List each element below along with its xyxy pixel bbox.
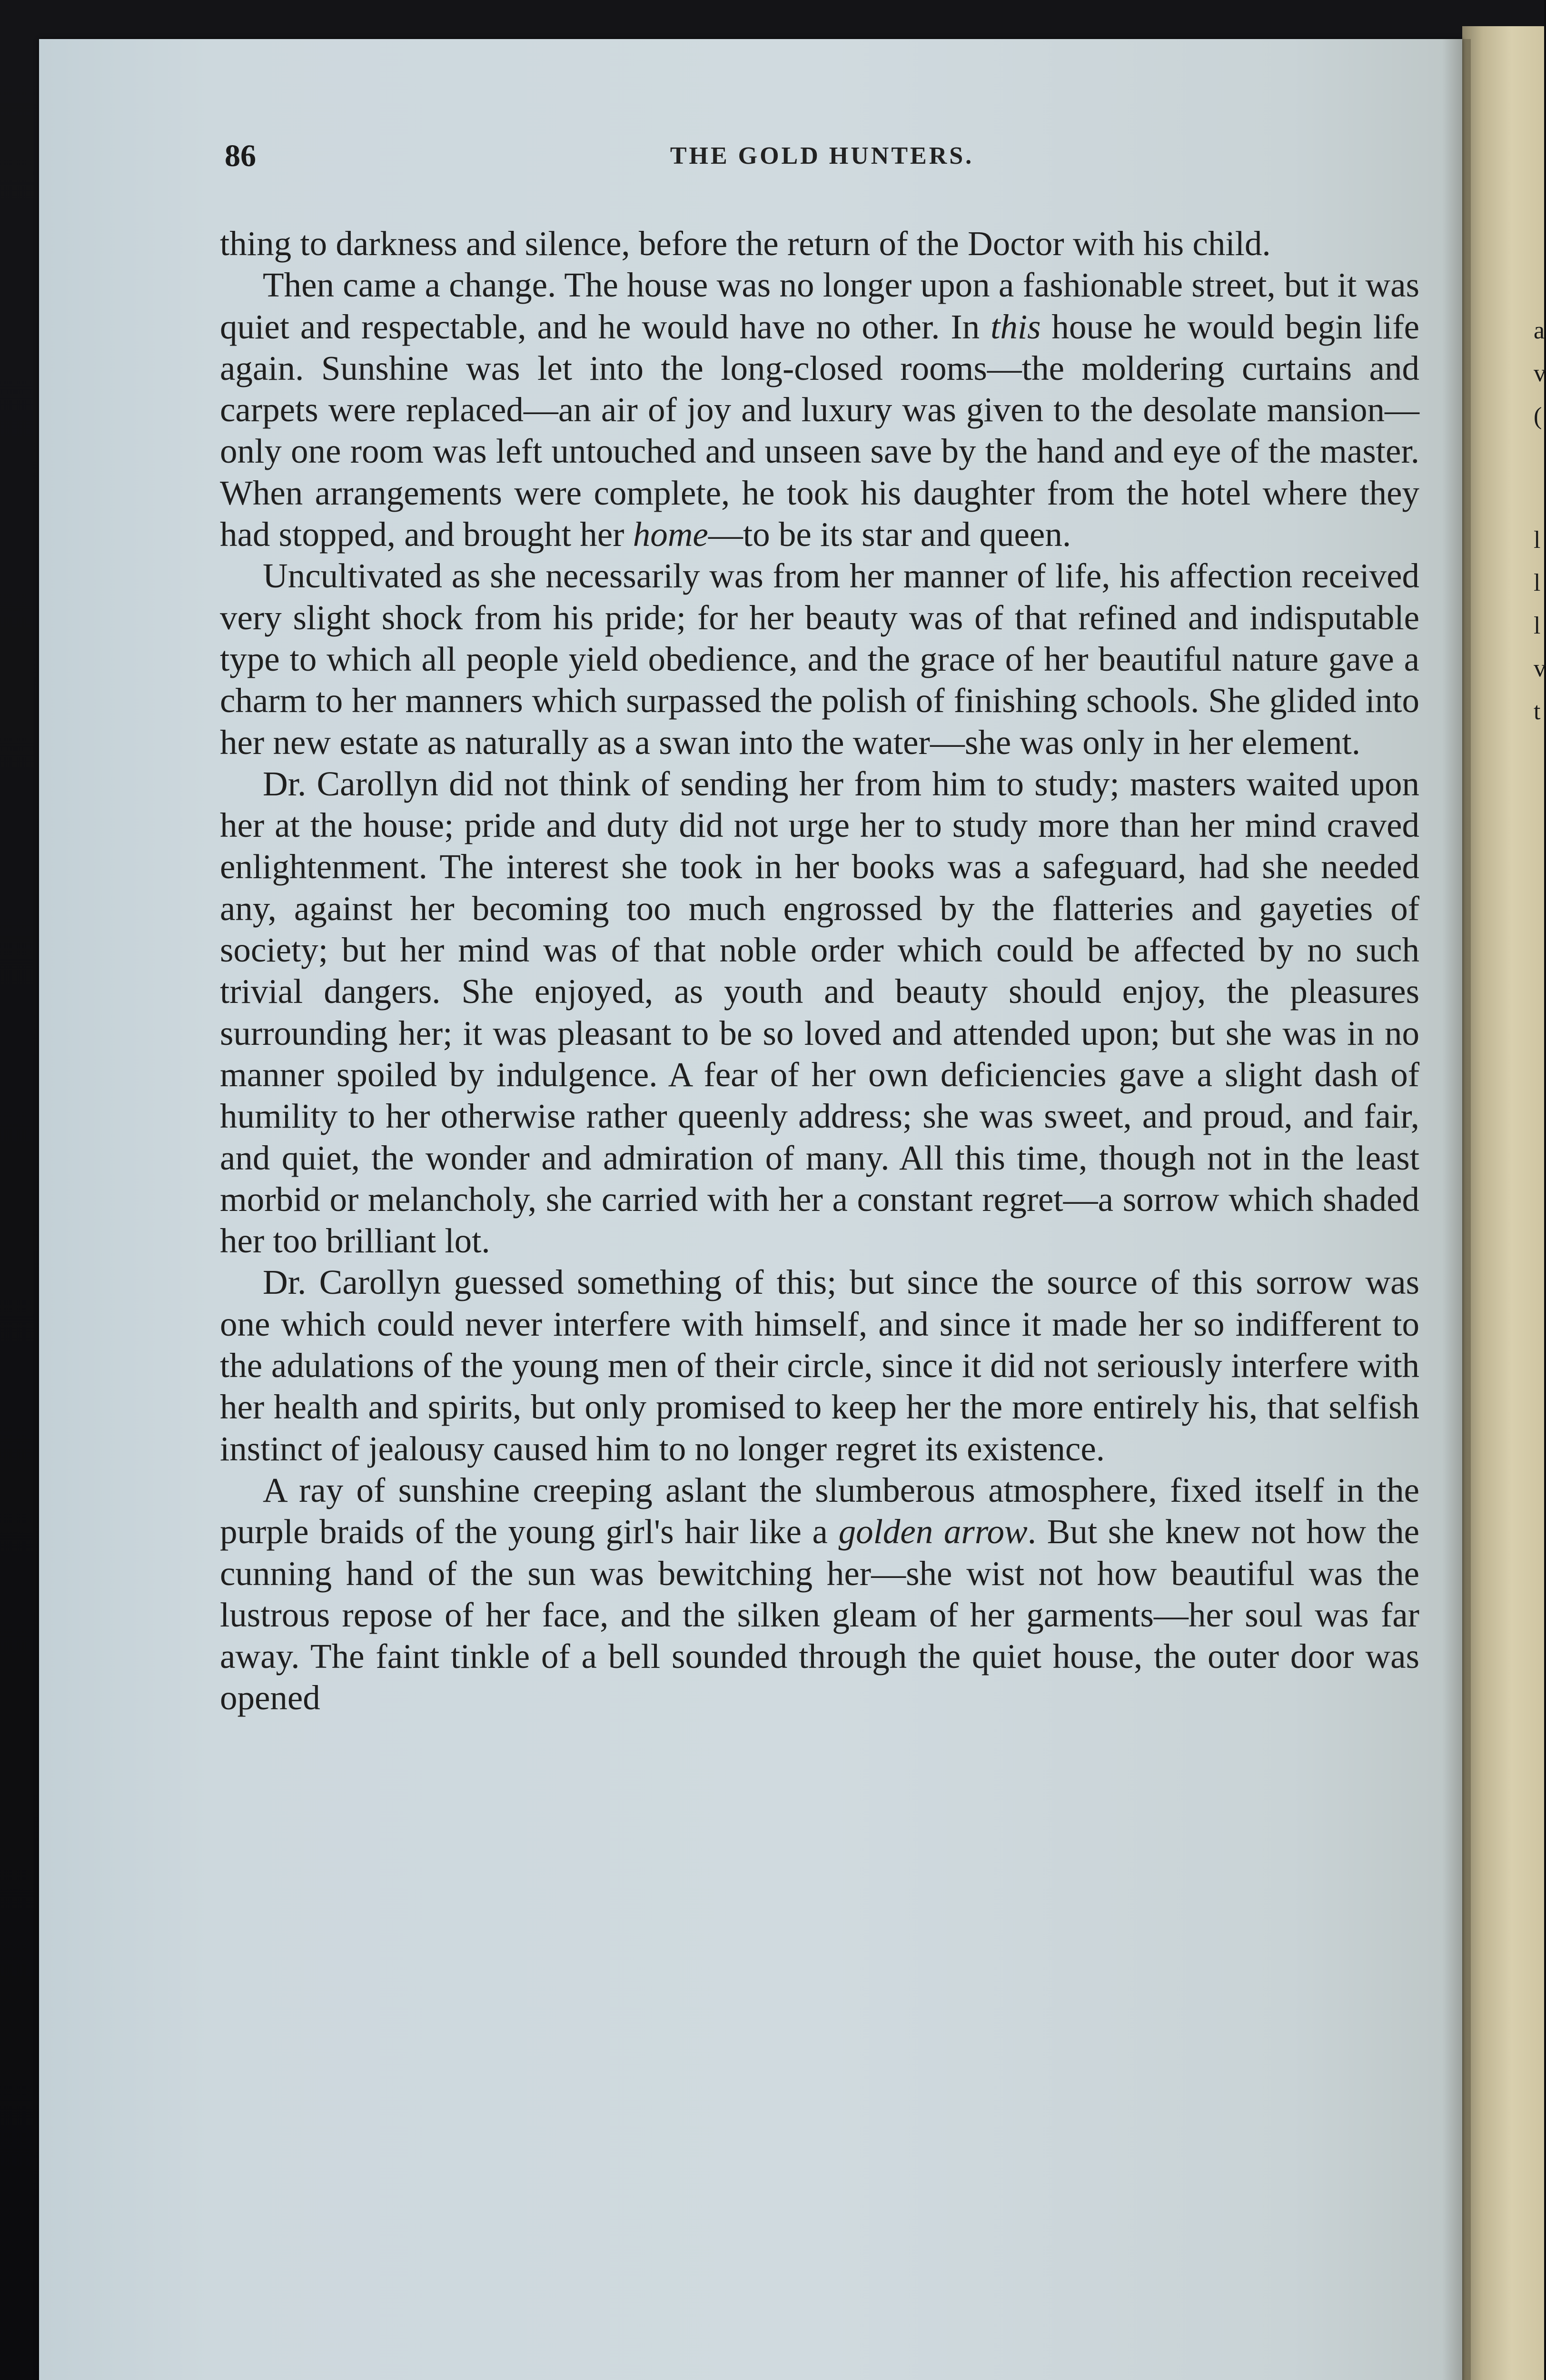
paragraph: Dr. Carollyn guessed something of this; but since the source of this sorrow was one which could never interfere with himself, and since it made her so indifferent to the adulations of the young men of their circle, since it did not seriously interfere with her health and spirits, but only promised to keep her the more entirely his, that selfish instinct of jealousy caused him to no longer regret its existence. bbox=[220, 1263, 1419, 1468]
paragraph: Dr. Carollyn did not think of sending her from him to study; masters waited upon her at the house; pride and duty did not urge her to study more than her mind craved enlightenment. The interest she took in her books was a safeguard, had she needed any, against her becoming too much engrossed by the flatteries and gayeties of society; but her mind was of that noble order which could be affected by no such trivial dangers. She enjoyed, as youth and beauty should enjoy, the pleasures surrounding her; it was pleasant to be so loved and attended upon; but she was in no manner spoiled by indulgence. A fear of her own deficiencies gave a slight dash of humility to her otherwise rather queenly address; she was sweet, and proud, and fair, and quiet, the wonder and admiration of many. All this time, though not in the least morbid or melancholy, she carried with her a constant regret—a sorrow which shaded her too brilliant lot. bbox=[220, 764, 1419, 1260]
paragraph: thing to darkness and silence, before the return of the Doctor with his child. bbox=[220, 224, 1271, 263]
adjacent-page-fragment: t bbox=[1534, 698, 1541, 725]
adjacent-page-fragment: l bbox=[1534, 569, 1541, 596]
paragraph: Then came a change. The house was no longer upon a fashionable street, but it was quiet and respectable, and he would have no other. In this house he would begin life again. Sunshine was let into the long-closed rooms—the moldering curtains and carpets were replaced—an air of joy and luxury was given to the desolate mansion—only one room was left untouched and unseen save by the hand and eye of the master. When arrangements were complete, he took his daughter from the hotel where they had stopped, and brought her home—to be its star and queen. bbox=[220, 266, 1420, 554]
adjacent-page-fragment: l bbox=[1534, 612, 1541, 639]
adjacent-page-fragment: l bbox=[1534, 526, 1541, 554]
running-head: THE GOLD HUNTERS. bbox=[670, 142, 974, 169]
paragraph: Uncultivated as she necessarily was from her manner of life, his affection received very slight shock from his pride; for her beauty was of that refined and indisputable type to which all people yield obedience, and the grace of her beautiful nature gave a charm to her manners which surpassed the polish of finishing schools. She glided into her new estate as naturally as a swan into the water—she was only in her element. bbox=[220, 556, 1419, 762]
adjacent-page-fragment: ( bbox=[1534, 403, 1542, 430]
page-gutter-shadow bbox=[1442, 39, 1471, 2380]
body-text bbox=[220, 223, 1419, 1719]
page-header bbox=[225, 138, 1419, 176]
adjacent-page-fragment: v bbox=[1534, 360, 1546, 387]
adjacent-page-fragment: v bbox=[1534, 655, 1546, 682]
adjacent-page-edge bbox=[1462, 26, 1544, 2380]
adjacent-page-fragment: a bbox=[1534, 317, 1545, 344]
paragraph: A ray of sunshine creeping aslant the slumberous atmosphere, fixed itself in the purple braids of the young girl's hair like a golden arrow. But she knew not how the cunning hand of the sun was bewitching her—she wist not how beautiful was the lustrous repose of her face, and the silken gleam of her garments—her soul was far away. The faint tinkle of a bell sounded through the quiet house, the outer door was opened bbox=[220, 1470, 1419, 1717]
page-number: 86 bbox=[225, 139, 256, 173]
